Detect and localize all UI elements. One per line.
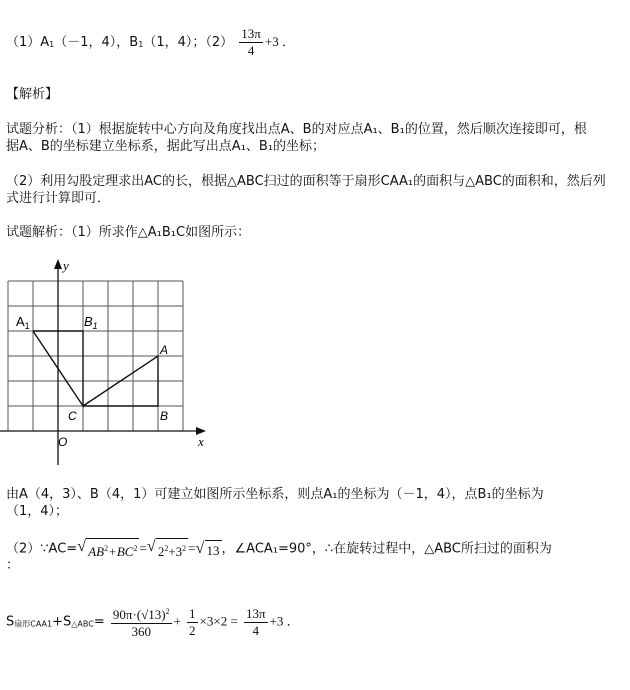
sector-numerator: 90π·(√13) — [112, 607, 166, 622]
point-a1-label: $A_1$ — [16, 314, 30, 331]
a1-coordinate: （－1，4），B — [54, 35, 139, 50]
sqrt-13: √ 13 — [195, 539, 220, 558]
rad-2: 2 — [157, 544, 165, 559]
answer-fraction-denominator: 4 — [247, 43, 255, 58]
result-denominator: 4 — [252, 622, 259, 638]
x-label: x — [198, 434, 204, 449]
formula-s1: S — [6, 614, 15, 630]
point-b-label: B — [160, 409, 169, 423]
answer-fraction-numerator: 13π — [241, 26, 261, 41]
result-fraction — [244, 606, 268, 639]
y-axis-arrow-icon — [54, 259, 62, 269]
analysis-paragraph-2b: 式进行计算即可． — [6, 191, 111, 206]
part2-lead: （2）∵AC= — [6, 541, 78, 557]
formula-plus: + — [173, 613, 181, 629]
sector-denominator: 360 — [131, 624, 151, 639]
answer-line — [6, 26, 295, 59]
sq-2: 2 — [133, 544, 138, 553]
point-a-label: A — [160, 343, 169, 357]
formula-s2: +S — [52, 614, 72, 630]
rad-13: 13 — [205, 540, 222, 559]
part2-colon: ： — [6, 558, 20, 573]
result-numerator: 13π — [245, 605, 266, 621]
point-b1-label: $B_1$ — [84, 314, 98, 331]
sector-fraction — [111, 604, 172, 640]
analysis-paragraph-2: （2）利用勾股定理求出AC的长，根据△ABC扫过的面积等于扇形CAA₁的面积与△ABC的面积和，然后列 — [6, 174, 606, 189]
sqrt-ab-bc: √ $AB^2+BC^2$ — [77, 538, 138, 559]
sq-4: 2 — [182, 544, 187, 553]
coordinate-paragraph-b: （1，4）； — [6, 504, 69, 519]
part2-tail: ，∠ACA₁=90°，∴在旋转过程中，△ABC所扫过的面积为 — [221, 541, 552, 557]
rad-bc: +BC — [108, 544, 134, 559]
formula-sub1: 扇形CAA1 — [14, 619, 53, 629]
answer-tail: +3 ． — [264, 34, 295, 49]
half-numerator: 1 — [189, 605, 196, 621]
answer-fraction — [239, 26, 263, 59]
b1-coordinate: （1，4）；（2） — [143, 35, 234, 50]
point-c-label: C — [68, 409, 77, 423]
rad-ab: AB — [88, 544, 105, 559]
answer-part1: （1）A — [6, 35, 50, 50]
analysis-heading: 【解析】 — [6, 87, 59, 102]
formula-eq: = — [93, 614, 105, 630]
sector-sup: 2 — [165, 607, 170, 616]
b1-subscript: 1 — [138, 40, 144, 49]
eq-2: = — [188, 540, 196, 556]
solution-intro: 试题解析：（1）所求作△A₁B₁C如图所示： — [6, 225, 251, 240]
formula-times: ×3×2 = — [199, 613, 238, 629]
sq-1: 2 — [104, 544, 109, 553]
half-fraction — [187, 606, 198, 639]
sqrt-2-3: √ $2^2+3^2$ — [146, 538, 187, 559]
coordinate-paragraph: 由A（4，3）、B（4，1）可建立如图所示坐标系，则点A₁的坐标为（－1，4），点B₁的坐标为 — [6, 487, 544, 502]
y-label: y — [63, 258, 69, 273]
eq-1: = — [139, 540, 147, 556]
analysis-paragraph-1b: 据A、B的坐标建立坐标系，据此写出点A₁、B₁的坐标； — [6, 139, 326, 154]
coordinate-grid-figure — [0, 255, 220, 470]
formula-tail: +3 ． — [269, 613, 300, 629]
origin-label: O — [58, 435, 68, 449]
formula-sub2: △ABC — [71, 619, 94, 629]
a1-subscript: 1 — [49, 40, 55, 49]
analysis-paragraph-1: 试题分析：（1）根据旋转中心方向及角度找出点A、B的对应点A₁、B₁的位置，然后顺次连接即可，根 — [6, 122, 587, 137]
part2-line — [6, 538, 552, 560]
rad-3: +3 — [168, 544, 183, 559]
half-denominator: 2 — [189, 622, 196, 638]
sq-3: 2 — [164, 544, 169, 553]
area-formula — [6, 604, 300, 640]
